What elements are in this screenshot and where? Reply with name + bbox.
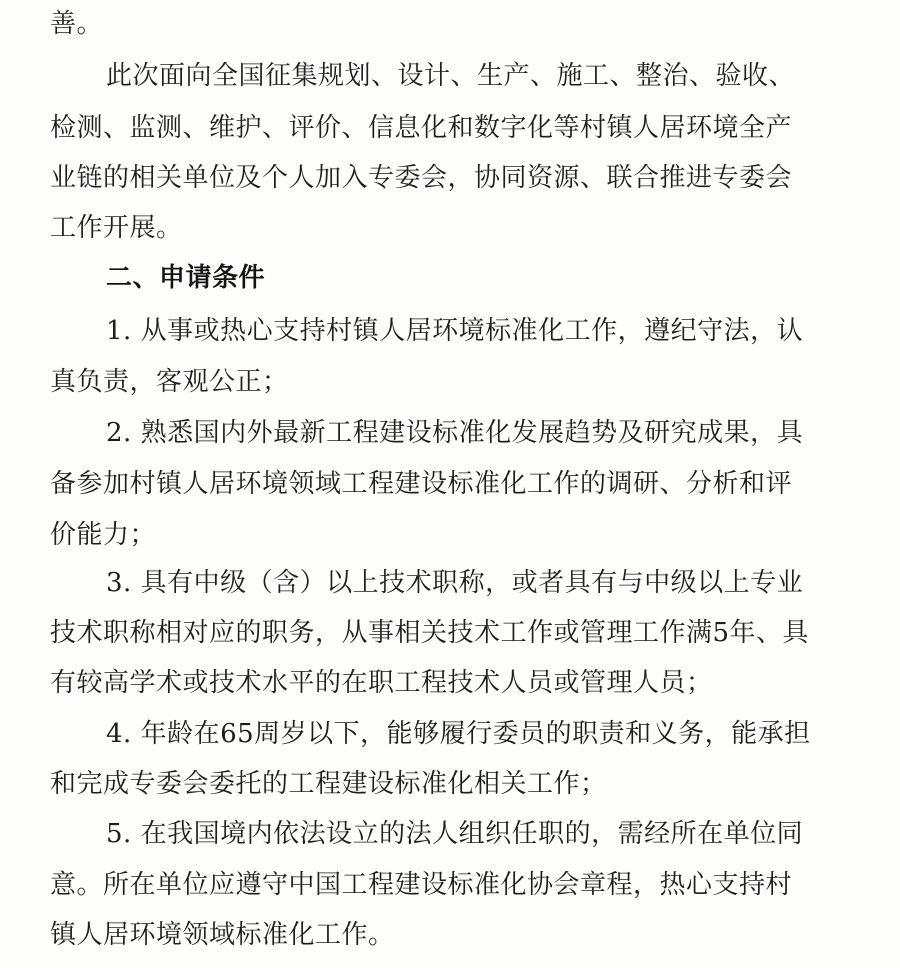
text-line-17: 5. 在我国境内依法设立的法人组织任职的，需经所在单位同 bbox=[106, 819, 804, 849]
section-heading: 二、申请条件 bbox=[106, 263, 266, 293]
text-line-10: 备参加村镇人居环境领域工程建设标准化工作的调研、分析和评 bbox=[50, 469, 793, 499]
text-line-14: 有较高学术或技术水平的在职工程技术人员或管理人员； bbox=[50, 668, 713, 698]
text-line-9: 2. 熟悉国内外最新工程建设标准化发展趋势及研究成果，具 bbox=[106, 418, 804, 448]
text-line-12: 3. 具有中级（含）以上技术职称，或者具有与中级以上专业 bbox=[106, 568, 804, 598]
text-line-16: 和完成专委会委托的工程建设标准化相关工作； bbox=[50, 769, 607, 799]
text-line-5: 工作开展。 bbox=[50, 213, 183, 243]
text-line-11: 价能力； bbox=[50, 520, 157, 550]
text-line-8: 真负责，客观公正； bbox=[50, 367, 289, 397]
text-line-13: 技术职称相对应的职务，从事相关技术工作或管理工作满5年、具 bbox=[50, 618, 810, 648]
text-line-4: 业链的相关单位及个人加入专委会，协同资源、联合推进专委会 bbox=[50, 163, 793, 193]
text-line-2: 此次面向全国征集规划、设计、生产、施工、整治、验收、 bbox=[106, 61, 796, 91]
text-line-1: 善。 bbox=[50, 9, 104, 39]
text-line-3: 检测、监测、维护、评价、信息化和数字化等村镇人居环境全产 bbox=[50, 113, 793, 143]
text-line-15: 4. 年龄在65周岁以下，能够履行委员的职责和义务，能承担 bbox=[106, 719, 811, 749]
text-line-19: 镇人居环境领域标准化工作。 bbox=[50, 920, 395, 950]
text-line-7: 1. 从事或热心支持村镇人居环境标准化工作，遵纪守法，认 bbox=[106, 316, 804, 346]
text-line-18: 意。所在单位应遵守中国工程建设标准化协会章程，热心支持村 bbox=[50, 870, 793, 900]
